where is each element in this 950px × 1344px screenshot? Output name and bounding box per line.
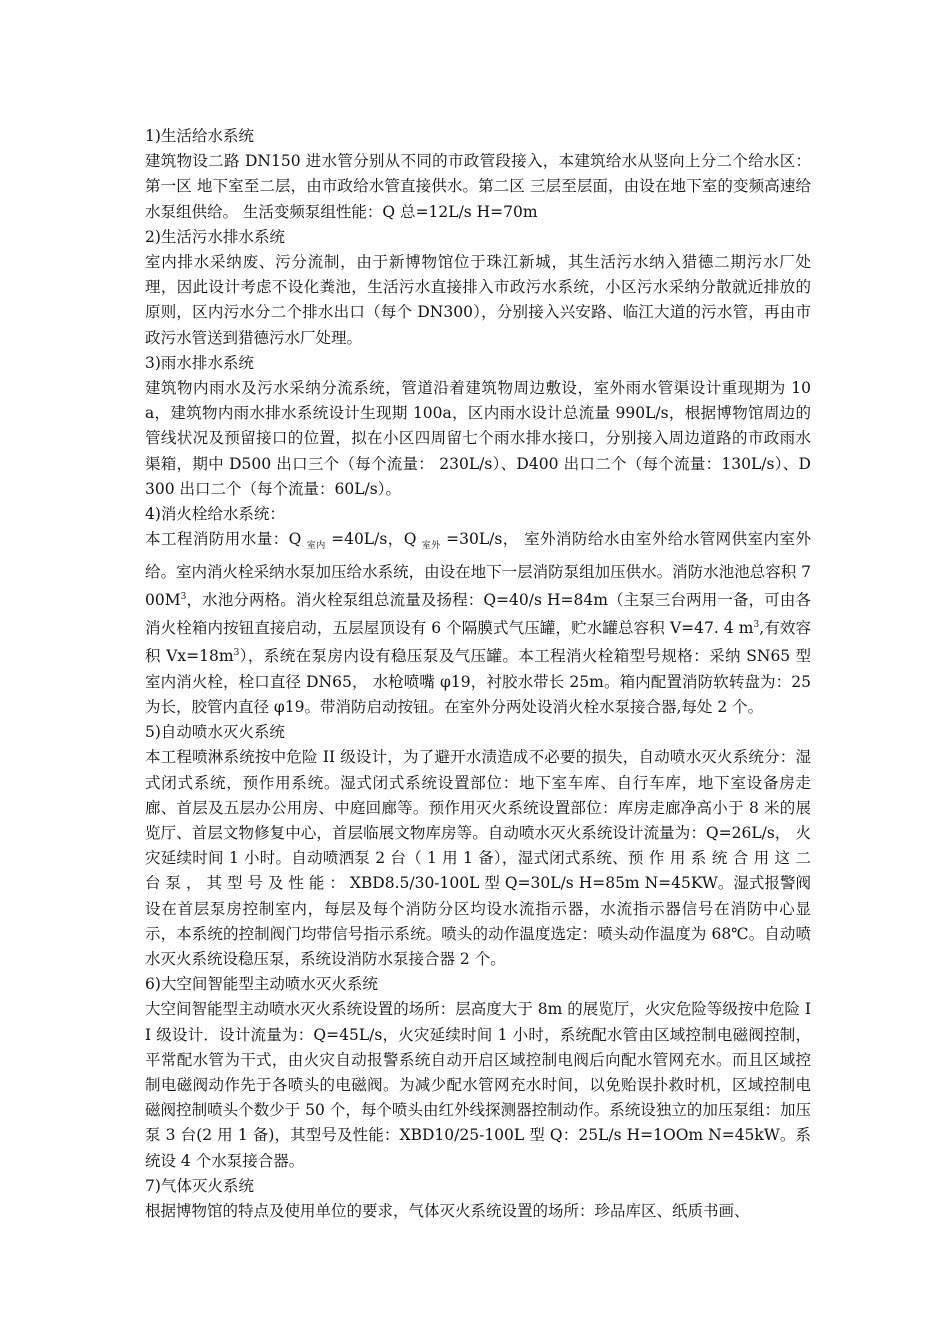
- section-heading-water-supply: 1)生活给水系统: [145, 127, 254, 145]
- section-body-gas-extinguishing: 根据博物馆的特点及使用单位的要求，气体灭火系统设置的场所：珍品库区、纸质书画、: [145, 1202, 750, 1221]
- section-heading-fire-hydrant: 4)消火栓给水系统：: [145, 505, 285, 524]
- section-heading-large-space-sprinkler: 6)大空间智能型主动喷水灭火系统: [145, 975, 378, 994]
- section-heading-sprinkler: 5)自动喷水灭火系统: [145, 723, 285, 742]
- section-body-large-space-sprinkler: 大空间智能型主动喷水灭火系统设置的场所：层高度大于 8m 的展览厅，火灾危险等级按中危险 II 级设计．设计流量为：Q=45L/s，火灾延续时间 1 小时，系统配水管由区域控制电磁阀控制，平常配水管为干式，由火灾自动报警系统自动开启区域控制电阀后向配水管网充水。而且区域控制电磁阀动作先于各喷头的电磁阀。为减少配水管网充水时间，以免贻误扑救时机，区域控制电磁阀控制喷头个数少于 50 个，每个喷头由红外线探测器控制动作。系统设独立的加压泵组：加压泵 3 台(2 用 1 备)，其型号及性能：XBD10/25-100L 型 Q：25L/s H=1OOm N=45kW。系统设 4 个水泵接合器。: [145, 1000, 811, 1170]
- section-body-sewage-drainage: 室内排水采纳废、污分流制，由于新博物馆位于珠江新城，其生活污水纳入猎德二期污水厂处理，因此设计考虑不设化粪池，生活污水直接排入市政污水系统，小区污水采纳分散就近排放的原则，区内污水分二个排水出口（每个 DN300），分别接入兴安路、临江大道的污水管，再由市政污水管送到猎德污水厂处理。: [145, 253, 811, 347]
- hydrant-text-1: 本工程消防用水量：Q: [145, 530, 307, 549]
- hydrant-text-6: ），系统在泵房内设有稳压泵及气压罐。本工程消火栓箱型号规格：采纳 SN65 型室内消火栓，栓口直径 DN65， 水枪喷嘴 φ19，衬胶水带长 25m。箱内配置消防软转盘为：25 为长，胶管内直径 φ19。带消防启动按钮。在室外分两处设消火栓水泵接合器,每处 2 个。: [145, 647, 811, 717]
- hydrant-sup-2: 3: [753, 620, 760, 631]
- section-body-fire-hydrant: [145, 527, 811, 720]
- section-body-water-supply: 建筑物设二路 DN150 进水管分别从不同的市政管段接入，本建筑给水从竖向上分二个给水区：第一区 地下室至二层，由市政给水管直接供水。第二区 三层至层面，由设在地下室的变频高速给水泵组供给。 生活变频泵组性能：Q 总=12L/s H=70m: [145, 152, 811, 221]
- document-page: [145, 124, 811, 1224]
- hydrant-sup-1: 3: [180, 591, 187, 602]
- hydrant-sub-indoor: 室内: [306, 541, 326, 552]
- section-heading-sewage-drainage: 2)生活污水排水系统: [145, 227, 285, 246]
- hydrant-text-5: ,有效容积 Vx=18m: [145, 619, 812, 666]
- section-heading-rainwater-drainage: 3)雨水排水系统: [145, 353, 254, 372]
- hydrant-text-2: =40L/s，Q: [325, 530, 422, 549]
- hydrant-sup-3: 3: [233, 648, 240, 659]
- section-heading-gas-extinguishing: 7)气体灭火系统: [145, 1176, 254, 1195]
- hydrant-text-3: =30L/s， 室外消防给水由室外给水管网供室内室外给。室内消火栓采纳水泵加压给水系统，由设在地下一层消防泵组加压供水。消防水池池总容积 700M: [145, 530, 811, 609]
- section-body-rainwater-drainage: 建筑物内雨水及污水采纳分流系统，管道沿着建筑物周边敷设，室外雨水管渠设计重现期为 10a，建筑物内雨水排水系统设计生现期 100a，区内雨水设计总流量 990L/s，根据博物馆周边的管线状况及预留接口的位置，拟在小区四周留七个雨水排水接口，分别接入周边道路的市政雨水渠箱，期中 D500 出口三个（每个流量： 230L/s）、D400 出口二个（每个流量：130L/s）、D300 出口二个（每个流量：60L/s）。: [145, 379, 811, 498]
- section-body-sprinkler: 本工程喷淋系统按中危险 II 级设计，为了避开水渍造成不必要的损失，自动喷水灭火系统分：湿式闭式系统，预作用系统。湿式闭式系统设置部位：地下室车库、自行车库，地下室设备房走廊、首层及五层办公用房、中庭回廊等。预作用灭火系统设置部位：库房走廊净高小于 8 米的展览厅、首层文物修复中心，首层临展文物库房等。自动喷水灭火系统设计流量为：Q=26L/s， 火灾延续时间 1 小时。自动喷洒泵 2 台（ 1 用 1 备），湿式闭式系统、预 作 用 系 统 合 用 这 二 台 泵 ， 其 型 号 及 性 能 ： XBD8.5/30-100L 型 Q=30L/s H=85m N=45KW。湿式报警阀设在首层泵房控制室内，每层及每个消防分区均设水流指示器，水流指示器信号在消防中心显示，本系统的控制阀门均带信号指示系统。喷头的动作温度选定：喷头动作温度为 68℃。自动喷水灭火系统设稳压泵，系统设消防水泵接合器 2 个。: [145, 748, 811, 969]
- hydrant-sub-outdoor: 室外: [421, 541, 441, 552]
- hydrant-text-4: ，水池分两格。消火栓泵组总流量及扬程：Q=40/s H=84m（主泵三台两用一备，可由各消火栓箱内按钮直接启动，五层屋顶设有 6 个隔膜式气压罐，贮水罐总容积 V=47. 4 m: [145, 590, 811, 638]
